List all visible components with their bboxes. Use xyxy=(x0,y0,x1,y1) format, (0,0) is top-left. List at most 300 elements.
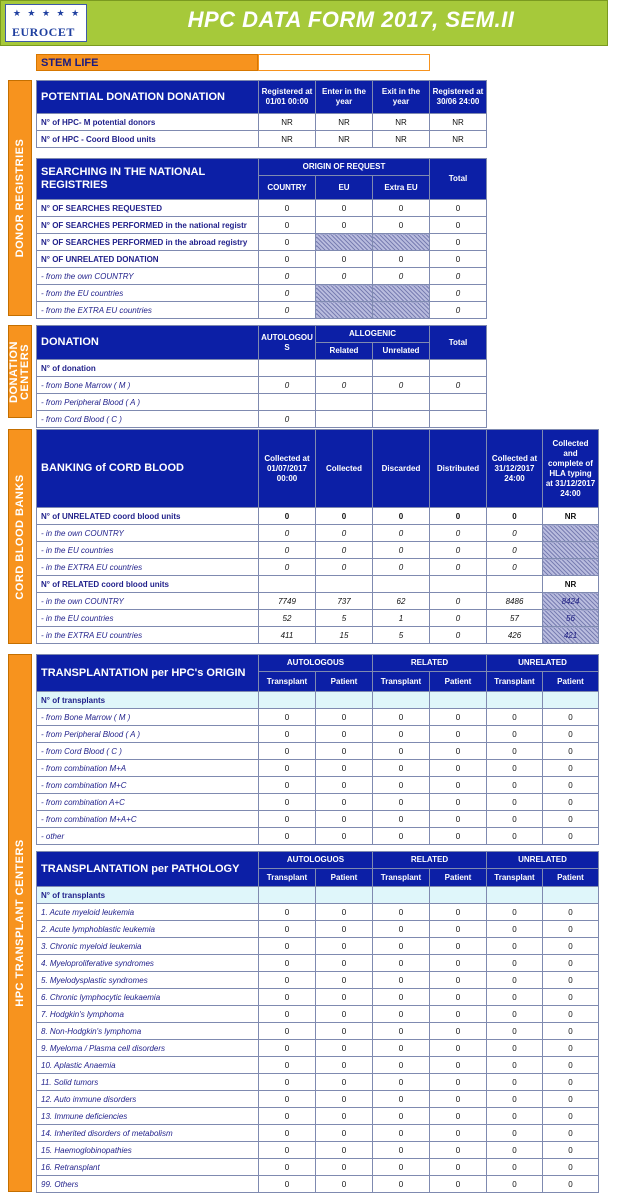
value-cell[interactable]: 0 xyxy=(487,559,543,576)
value-cell[interactable]: 0 xyxy=(543,1142,599,1159)
value-cell[interactable]: 0 xyxy=(430,828,487,845)
value-cell[interactable]: 0 xyxy=(487,921,543,938)
value-cell[interactable] xyxy=(316,302,373,319)
row-label: - from the EXTRA EU countries xyxy=(37,302,259,319)
value-cell[interactable]: 0 xyxy=(316,1006,373,1023)
value-cell[interactable] xyxy=(316,411,373,428)
value-cell[interactable]: 0 xyxy=(259,1125,316,1142)
value-cell[interactable]: 0 xyxy=(487,938,543,955)
value-cell[interactable]: 7749 xyxy=(259,593,316,610)
value-cell[interactable]: 0 xyxy=(259,542,316,559)
value-cell[interactable]: 0 xyxy=(543,1159,599,1176)
value-cell[interactable]: 0 xyxy=(430,794,487,811)
value-cell[interactable]: 0 xyxy=(487,743,543,760)
value-cell[interactable]: 0 xyxy=(373,1023,430,1040)
value-cell[interactable] xyxy=(373,411,430,428)
value-cell[interactable]: 0 xyxy=(316,1074,373,1091)
eurocet-logo xyxy=(5,4,87,42)
value-cell[interactable]: 0 xyxy=(487,1040,543,1057)
value-cell[interactable]: 0 xyxy=(487,1142,543,1159)
value-cell[interactable]: 0 xyxy=(373,955,430,972)
value-cell[interactable]: 0 xyxy=(430,904,487,921)
value-cell[interactable] xyxy=(316,692,373,709)
value-cell[interactable]: 0 xyxy=(543,1023,599,1040)
value-cell[interactable]: 0 xyxy=(259,302,316,319)
value-cell[interactable]: 0 xyxy=(259,1159,316,1176)
value-cell[interactable] xyxy=(316,887,373,904)
value-cell[interactable]: 0 xyxy=(259,989,316,1006)
value-cell[interactable] xyxy=(430,360,487,377)
table-row xyxy=(37,576,599,593)
value-cell[interactable]: 0 xyxy=(543,743,599,760)
value-cell[interactable]: 0 xyxy=(316,559,373,576)
value-cell[interactable]: 0 xyxy=(259,1091,316,1108)
value-cell[interactable]: 0 xyxy=(430,610,487,627)
value-cell[interactable] xyxy=(316,360,373,377)
value-cell[interactable]: 0 xyxy=(430,921,487,938)
value-cell[interactable]: 0 xyxy=(373,938,430,955)
value-cell[interactable]: 0 xyxy=(430,989,487,1006)
value-cell[interactable]: 0 xyxy=(430,1074,487,1091)
value-cell[interactable]: 0 xyxy=(259,1057,316,1074)
value-cell[interactable]: 0 xyxy=(373,921,430,938)
col-header: Discarded xyxy=(373,430,430,508)
value-cell[interactable]: 0 xyxy=(316,904,373,921)
value-cell[interactable]: 0 xyxy=(316,811,373,828)
value-cell[interactable]: 0 xyxy=(487,542,543,559)
value-cell[interactable]: 0 xyxy=(316,200,373,217)
value-cell[interactable]: 0 xyxy=(430,811,487,828)
value-cell[interactable]: 0 xyxy=(487,1006,543,1023)
value-cell[interactable]: 0 xyxy=(430,743,487,760)
value-cell[interactable]: 0 xyxy=(316,1108,373,1125)
value-cell[interactable]: 0 xyxy=(373,1142,430,1159)
row-label: N° OF SEARCHES PERFORMED in the national registr xyxy=(37,217,259,234)
value-cell[interactable]: 0 xyxy=(487,828,543,845)
value-cell[interactable]: 0 xyxy=(373,972,430,989)
value-cell[interactable]: 0 xyxy=(543,1040,599,1057)
value-cell[interactable]: 0 xyxy=(430,200,487,217)
value-cell[interactable]: 0 xyxy=(316,1142,373,1159)
value-cell[interactable] xyxy=(259,692,316,709)
value-cell[interactable]: 0 xyxy=(316,989,373,1006)
value-cell[interactable]: 0 xyxy=(487,1057,543,1074)
value-cell[interactable]: 0 xyxy=(259,972,316,989)
value-cell[interactable]: NR xyxy=(430,114,487,131)
value-cell[interactable]: 0 xyxy=(259,828,316,845)
value-cell[interactable] xyxy=(373,887,430,904)
value-cell[interactable]: 0 xyxy=(259,811,316,828)
value-cell[interactable]: 0 xyxy=(316,760,373,777)
value-cell[interactable]: 0 xyxy=(430,1006,487,1023)
value-cell[interactable]: 0 xyxy=(543,828,599,845)
value-cell[interactable] xyxy=(259,394,316,411)
value-cell[interactable]: 0 xyxy=(373,828,430,845)
value-cell[interactable]: 0 xyxy=(259,200,316,217)
value-cell[interactable]: NR xyxy=(430,131,487,148)
value-cell[interactable]: 0 xyxy=(259,268,316,285)
value-cell[interactable]: 0 xyxy=(487,1108,543,1125)
value-cell[interactable]: 0 xyxy=(430,726,487,743)
row-label: N° OF SEARCHES REQUESTED xyxy=(37,200,259,217)
value-cell[interactable]: 0 xyxy=(430,1057,487,1074)
value-cell[interactable]: 0 xyxy=(430,302,487,319)
value-cell[interactable]: 0 xyxy=(316,1023,373,1040)
value-cell[interactable] xyxy=(543,692,599,709)
value-cell[interactable]: NR xyxy=(259,131,316,148)
value-cell[interactable] xyxy=(373,394,430,411)
value-cell[interactable]: 0 xyxy=(430,1040,487,1057)
value-cell[interactable]: 0 xyxy=(373,251,430,268)
value-cell[interactable]: 0 xyxy=(430,217,487,234)
value-cell[interactable]: 0 xyxy=(487,989,543,1006)
value-cell[interactable]: 0 xyxy=(487,777,543,794)
value-cell[interactable]: 0 xyxy=(316,1057,373,1074)
value-cell[interactable]: 0 xyxy=(373,794,430,811)
value-cell[interactable]: 0 xyxy=(316,508,373,525)
value-cell[interactable] xyxy=(316,234,373,251)
table-row xyxy=(37,1040,599,1057)
value-cell[interactable]: 0 xyxy=(316,938,373,955)
value-cell[interactable]: 57 xyxy=(487,610,543,627)
value-cell[interactable]: 0 xyxy=(259,904,316,921)
value-cell[interactable] xyxy=(543,542,599,559)
value-cell[interactable]: 0 xyxy=(259,938,316,955)
value-cell[interactable]: 0 xyxy=(430,1125,487,1142)
value-cell[interactable] xyxy=(543,559,599,576)
value-cell[interactable]: 0 xyxy=(487,794,543,811)
value-cell[interactable]: 0 xyxy=(487,1125,543,1142)
value-cell[interactable] xyxy=(259,576,316,593)
value-cell[interactable]: 0 xyxy=(487,972,543,989)
value-cell[interactable]: NR xyxy=(259,114,316,131)
col-header: EU xyxy=(316,176,373,200)
value-cell[interactable]: 0 xyxy=(316,743,373,760)
value-cell[interactable]: 0 xyxy=(543,811,599,828)
origin-header: ORIGIN OF REQUEST xyxy=(259,159,430,176)
value-cell[interactable]: 0 xyxy=(259,743,316,760)
table-row xyxy=(37,394,487,411)
value-cell[interactable]: 0 xyxy=(259,508,316,525)
value-cell[interactable]: 0 xyxy=(430,285,487,302)
value-cell[interactable]: 0 xyxy=(316,972,373,989)
value-cell[interactable]: 5 xyxy=(316,610,373,627)
value-cell[interactable]: 0 xyxy=(373,377,430,394)
value-cell[interactable]: 0 xyxy=(487,709,543,726)
value-cell[interactable]: 0 xyxy=(487,955,543,972)
value-cell[interactable]: 0 xyxy=(316,828,373,845)
value-cell[interactable] xyxy=(259,887,316,904)
value-cell[interactable]: 0 xyxy=(259,525,316,542)
value-cell[interactable]: 0 xyxy=(259,285,316,302)
value-cell[interactable]: 737 xyxy=(316,593,373,610)
value-cell[interactable]: 0 xyxy=(430,377,487,394)
value-cell[interactable]: 0 xyxy=(487,1159,543,1176)
value-cell[interactable]: 0 xyxy=(316,726,373,743)
value-cell[interactable]: 0 xyxy=(316,1125,373,1142)
value-cell[interactable]: 0 xyxy=(373,1091,430,1108)
value-cell[interactable]: 0 xyxy=(487,508,543,525)
table-row xyxy=(37,411,487,428)
value-cell[interactable]: 0 xyxy=(316,1091,373,1108)
value-cell[interactable]: 0 xyxy=(259,726,316,743)
value-cell[interactable]: 0 xyxy=(373,726,430,743)
value-cell[interactable]: 0 xyxy=(430,268,487,285)
value-cell[interactable] xyxy=(543,887,599,904)
value-cell[interactable]: 0 xyxy=(373,1057,430,1074)
value-cell[interactable]: 0 xyxy=(543,1006,599,1023)
value-cell[interactable]: 0 xyxy=(543,1074,599,1091)
value-cell[interactable]: NR xyxy=(543,576,599,593)
value-cell[interactable]: 0 xyxy=(430,1023,487,1040)
row-label: - in the own COUNTRY xyxy=(37,525,259,542)
value-cell[interactable]: 0 xyxy=(316,777,373,794)
value-cell[interactable]: 0 xyxy=(430,251,487,268)
value-cell[interactable]: 0 xyxy=(316,377,373,394)
value-cell[interactable]: 0 xyxy=(259,251,316,268)
value-cell[interactable]: 0 xyxy=(487,726,543,743)
value-cell[interactable]: 421 xyxy=(543,627,599,644)
section-title: TRANSPLANTATION per PATHOLOGY xyxy=(37,852,259,887)
value-cell[interactable]: 0 xyxy=(316,794,373,811)
value-cell[interactable]: 0 xyxy=(259,1074,316,1091)
value-cell[interactable]: 0 xyxy=(543,760,599,777)
row-label: - from Peripheral Blood ( A ) xyxy=(37,394,259,411)
value-cell[interactable]: 8424 xyxy=(543,593,599,610)
value-cell[interactable]: 0 xyxy=(487,1074,543,1091)
value-cell[interactable]: 0 xyxy=(487,811,543,828)
value-cell[interactable]: 0 xyxy=(259,760,316,777)
value-cell[interactable]: 0 xyxy=(543,955,599,972)
value-cell[interactable]: 1 xyxy=(373,610,430,627)
value-cell[interactable]: 0 xyxy=(373,811,430,828)
value-cell[interactable]: 0 xyxy=(430,709,487,726)
col-header: Patient xyxy=(316,869,373,887)
value-cell[interactable]: 0 xyxy=(430,593,487,610)
value-cell[interactable]: 0 xyxy=(430,1108,487,1125)
value-cell[interactable]: 0 xyxy=(316,525,373,542)
value-cell[interactable]: 0 xyxy=(316,251,373,268)
value-cell[interactable]: 0 xyxy=(373,542,430,559)
value-cell[interactable]: NR xyxy=(373,114,430,131)
value-cell[interactable]: 0 xyxy=(259,1006,316,1023)
value-cell[interactable]: 0 xyxy=(543,1125,599,1142)
value-cell[interactable]: 0 xyxy=(487,1023,543,1040)
value-cell[interactable]: 0 xyxy=(316,955,373,972)
value-cell[interactable]: 0 xyxy=(259,955,316,972)
value-cell[interactable]: 0 xyxy=(259,777,316,794)
value-cell[interactable] xyxy=(487,692,543,709)
value-cell[interactable]: 0 xyxy=(259,1108,316,1125)
value-cell[interactable]: 0 xyxy=(259,559,316,576)
value-cell[interactable]: 411 xyxy=(259,627,316,644)
value-cell[interactable]: 0 xyxy=(430,559,487,576)
value-cell[interactable]: 0 xyxy=(487,1091,543,1108)
value-cell[interactable]: 0 xyxy=(373,709,430,726)
col-header: Collected xyxy=(316,430,373,508)
page-title: HPC DATA FORM 2017, SEM.II xyxy=(187,7,515,32)
row-label: 11. Solid tumors xyxy=(37,1074,259,1091)
value-cell[interactable] xyxy=(373,302,430,319)
value-cell[interactable]: 0 xyxy=(373,1074,430,1091)
value-cell[interactable]: 0 xyxy=(316,921,373,938)
value-cell[interactable]: 0 xyxy=(373,1159,430,1176)
table-row xyxy=(37,559,599,576)
value-cell[interactable]: 0 xyxy=(373,200,430,217)
value-cell[interactable] xyxy=(373,285,430,302)
value-cell[interactable]: 0 xyxy=(430,1091,487,1108)
value-cell[interactable]: 0 xyxy=(259,1040,316,1057)
value-cell[interactable]: 0 xyxy=(430,955,487,972)
value-cell[interactable]: 0 xyxy=(543,938,599,955)
value-cell[interactable] xyxy=(373,360,430,377)
value-cell[interactable] xyxy=(430,411,487,428)
value-cell[interactable]: 0 xyxy=(373,525,430,542)
value-cell[interactable]: 0 xyxy=(373,217,430,234)
value-cell[interactable] xyxy=(373,234,430,251)
value-cell[interactable]: 0 xyxy=(543,972,599,989)
row-label: 12. Auto immune disorders xyxy=(37,1091,259,1108)
value-cell[interactable]: 0 xyxy=(543,777,599,794)
side-label: HPC TRANSPLANT CENTERS xyxy=(14,839,26,1007)
value-cell[interactable]: 0 xyxy=(430,627,487,644)
value-cell[interactable]: 0 xyxy=(430,1159,487,1176)
value-cell[interactable]: NR xyxy=(316,114,373,131)
table-row xyxy=(37,234,487,251)
col-header: Transplant xyxy=(487,672,543,692)
value-cell[interactable]: 0 xyxy=(373,559,430,576)
col-header: AUTOLOGOU S xyxy=(259,326,316,360)
table-row xyxy=(37,251,487,268)
value-cell[interactable]: 0 xyxy=(259,234,316,251)
transplant-pathology-table xyxy=(36,851,599,1193)
value-cell[interactable]: 0 xyxy=(543,1091,599,1108)
value-cell[interactable] xyxy=(430,394,487,411)
value-cell[interactable]: 0 xyxy=(373,1176,430,1193)
value-cell[interactable]: 0 xyxy=(543,904,599,921)
value-cell[interactable]: 52 xyxy=(259,610,316,627)
value-cell[interactable]: 0 xyxy=(259,709,316,726)
value-cell[interactable] xyxy=(373,576,430,593)
value-cell[interactable]: 0 xyxy=(373,904,430,921)
value-cell[interactable]: 0 xyxy=(430,234,487,251)
value-cell[interactable]: 62 xyxy=(373,593,430,610)
value-cell[interactable]: 0 xyxy=(316,1176,373,1193)
value-cell[interactable]: 0 xyxy=(487,760,543,777)
value-cell[interactable]: 0 xyxy=(373,1125,430,1142)
value-cell[interactable]: 0 xyxy=(373,1040,430,1057)
col-header: Extra EU xyxy=(373,176,430,200)
value-cell[interactable]: 0 xyxy=(259,1142,316,1159)
value-cell[interactable]: 0 xyxy=(487,904,543,921)
value-cell[interactable]: 0 xyxy=(543,726,599,743)
value-cell[interactable]: NR xyxy=(543,508,599,525)
value-cell[interactable] xyxy=(430,576,487,593)
group-header: RELATED xyxy=(373,655,487,672)
value-cell[interactable] xyxy=(316,576,373,593)
value-cell[interactable]: 0 xyxy=(430,525,487,542)
value-cell[interactable]: 0 xyxy=(259,1176,316,1193)
table-row xyxy=(37,508,599,525)
value-cell[interactable]: 0 xyxy=(543,709,599,726)
value-cell[interactable]: 0 xyxy=(373,508,430,525)
value-cell[interactable]: 0 xyxy=(430,972,487,989)
value-cell[interactable]: 0 xyxy=(316,1040,373,1057)
col-header: Unrelated xyxy=(373,343,430,360)
table-row xyxy=(37,777,599,794)
value-cell[interactable]: 0 xyxy=(430,938,487,955)
value-cell[interactable]: 8486 xyxy=(487,593,543,610)
value-cell[interactable]: 0 xyxy=(373,760,430,777)
value-cell[interactable]: NR xyxy=(316,131,373,148)
value-cell[interactable] xyxy=(487,887,543,904)
value-cell[interactable]: 0 xyxy=(487,525,543,542)
value-cell[interactable]: 0 xyxy=(316,709,373,726)
value-cell[interactable]: 0 xyxy=(259,794,316,811)
value-cell[interactable] xyxy=(316,394,373,411)
value-cell[interactable]: 0 xyxy=(543,1108,599,1125)
value-cell[interactable]: 0 xyxy=(430,1176,487,1193)
section-title: DONATION xyxy=(37,326,259,360)
value-cell[interactable]: 5 xyxy=(373,627,430,644)
value-cell[interactable]: 426 xyxy=(487,627,543,644)
value-cell[interactable]: 0 xyxy=(373,777,430,794)
value-cell[interactable]: 0 xyxy=(316,542,373,559)
value-cell[interactable]: 0 xyxy=(430,760,487,777)
row-label: - from combination A+C xyxy=(37,794,259,811)
value-cell[interactable] xyxy=(430,887,487,904)
col-header: Registered at 01/01 00:00 xyxy=(259,81,316,114)
value-cell[interactable] xyxy=(430,692,487,709)
value-cell[interactable]: 0 xyxy=(430,542,487,559)
value-cell[interactable]: 0 xyxy=(259,377,316,394)
value-cell[interactable]: NR xyxy=(373,131,430,148)
value-cell[interactable]: 0 xyxy=(373,743,430,760)
value-cell[interactable]: 0 xyxy=(430,508,487,525)
value-cell[interactable]: 56 xyxy=(543,610,599,627)
value-cell[interactable]: 0 xyxy=(543,1057,599,1074)
logo-stars: ★ ★ ★ ★ ★ xyxy=(12,8,82,18)
value-cell[interactable]: 0 xyxy=(543,921,599,938)
value-cell[interactable] xyxy=(316,285,373,302)
value-cell[interactable]: 0 xyxy=(259,921,316,938)
value-cell[interactable] xyxy=(373,692,430,709)
value-cell[interactable]: 0 xyxy=(373,989,430,1006)
value-cell[interactable]: 0 xyxy=(543,989,599,1006)
value-cell[interactable]: 0 xyxy=(373,1006,430,1023)
value-cell[interactable]: 0 xyxy=(543,1176,599,1193)
value-cell[interactable] xyxy=(543,525,599,542)
value-cell[interactable]: 0 xyxy=(316,268,373,285)
value-cell[interactable] xyxy=(259,360,316,377)
value-cell[interactable]: 0 xyxy=(316,217,373,234)
value-cell[interactable] xyxy=(487,576,543,593)
value-cell[interactable]: 0 xyxy=(430,777,487,794)
value-cell[interactable]: 0 xyxy=(259,217,316,234)
value-cell[interactable]: 0 xyxy=(259,1023,316,1040)
value-cell[interactable]: 0 xyxy=(430,1142,487,1159)
value-cell[interactable]: 0 xyxy=(259,411,316,428)
col-header: Transplant xyxy=(373,672,430,692)
value-cell[interactable]: 0 xyxy=(487,1176,543,1193)
row-label: - from Bone Marrow ( M ) xyxy=(37,377,259,394)
value-cell[interactable]: 0 xyxy=(373,1108,430,1125)
value-cell[interactable]: 15 xyxy=(316,627,373,644)
value-cell[interactable]: 0 xyxy=(543,794,599,811)
value-cell[interactable]: 0 xyxy=(316,1159,373,1176)
stem-life-field[interactable] xyxy=(258,54,430,71)
value-cell[interactable]: 0 xyxy=(373,268,430,285)
